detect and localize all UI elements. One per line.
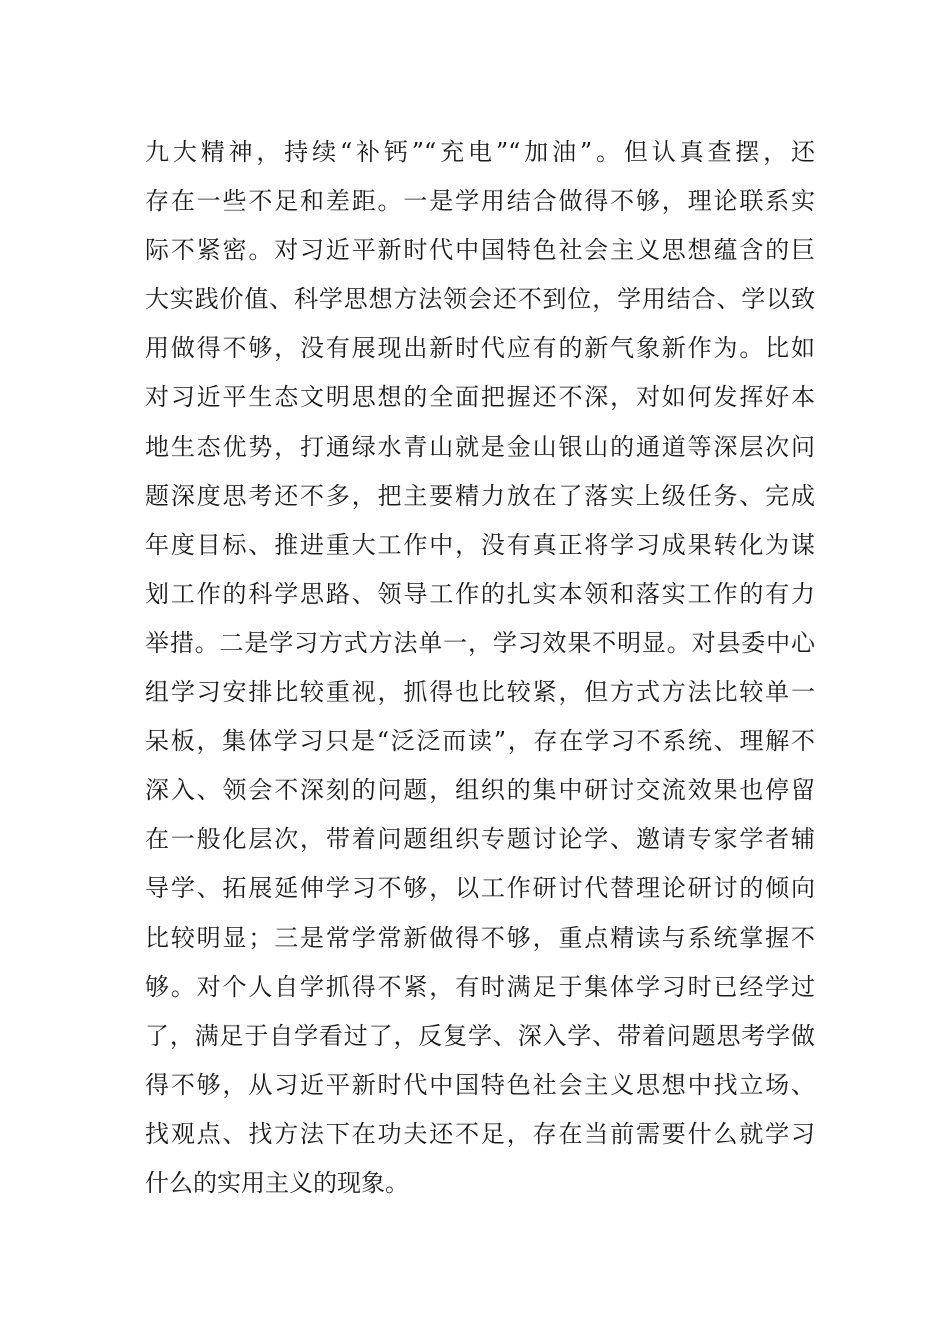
text-line: 得不够，从习近平新时代中国特色社会主义思想中找立场、	[145, 1070, 815, 1099]
text-line: 九大精神，持续“补钙”“充电”“加油”。但认真查摆，还	[145, 138, 815, 166]
text-line: 对习近平生态文明思想的全面把握还不深，对如何发挥好本	[145, 383, 815, 412]
text-line: 地生态优势，打通绿水青山就是金山银山的通道等深层次问	[145, 432, 815, 461]
body-paragraph	[145, 128, 815, 1208]
text-line: 比较明显；三是常学常新做得不够，重点精读与系统掌握不	[145, 923, 815, 952]
text-line: 用做得不够，没有展现出新时代应有的新气象新作为。比如	[145, 334, 815, 363]
text-line: 划工作的科学思路、领导工作的扎实本领和落实工作的有力	[145, 579, 815, 608]
text-line: 在一般化层次，带着问题组织专题讨论学、邀请专家学者辅	[145, 825, 815, 854]
text-line: 深入、领会不深刻的问题，组织的集中研讨交流效果也停留	[145, 776, 815, 805]
text-line: 举措。二是学习方式方法单一，学习效果不明显。对县委中心	[145, 628, 815, 657]
text-line: 年度目标、推进重大工作中，没有真正将学习成果转化为谋	[145, 530, 815, 559]
text-line: 找观点、找方法下在功夫还不足，存在当前需要什么就学习	[145, 1119, 815, 1148]
text-line: 存在一些不足和差距。一是学用结合做得不够，理论联系实	[145, 187, 815, 216]
text-line: 组学习安排比较重视，抓得也比较紧，但方式方法比较单一	[145, 678, 815, 707]
text-line: 呆板，集体学习只是“泛泛而读”，存在学习不系统、理解不	[145, 727, 815, 756]
text-line: 了，满足于自学看过了，反复学、深入学、带着问题思考学做	[145, 1021, 815, 1050]
text-line: 什么的实用主义的现象。	[145, 1168, 409, 1197]
text-line: 题深度思考还不多，把主要精力放在了落实上级任务、完成	[145, 481, 815, 510]
text-line: 际不紧密。对习近平新时代中国特色社会主义思想蕴含的巨	[145, 236, 815, 265]
text-line: 够。对个人自学抓得不紧，有时满足于集体学习时已经学过	[145, 972, 815, 1001]
text-line: 大实践价值、科学思想方法领会还不到位，学用结合、学以致	[145, 285, 815, 314]
text-line: 导学、拓展延伸学习不够，以工作研讨代替理论研讨的倾向	[145, 874, 815, 903]
